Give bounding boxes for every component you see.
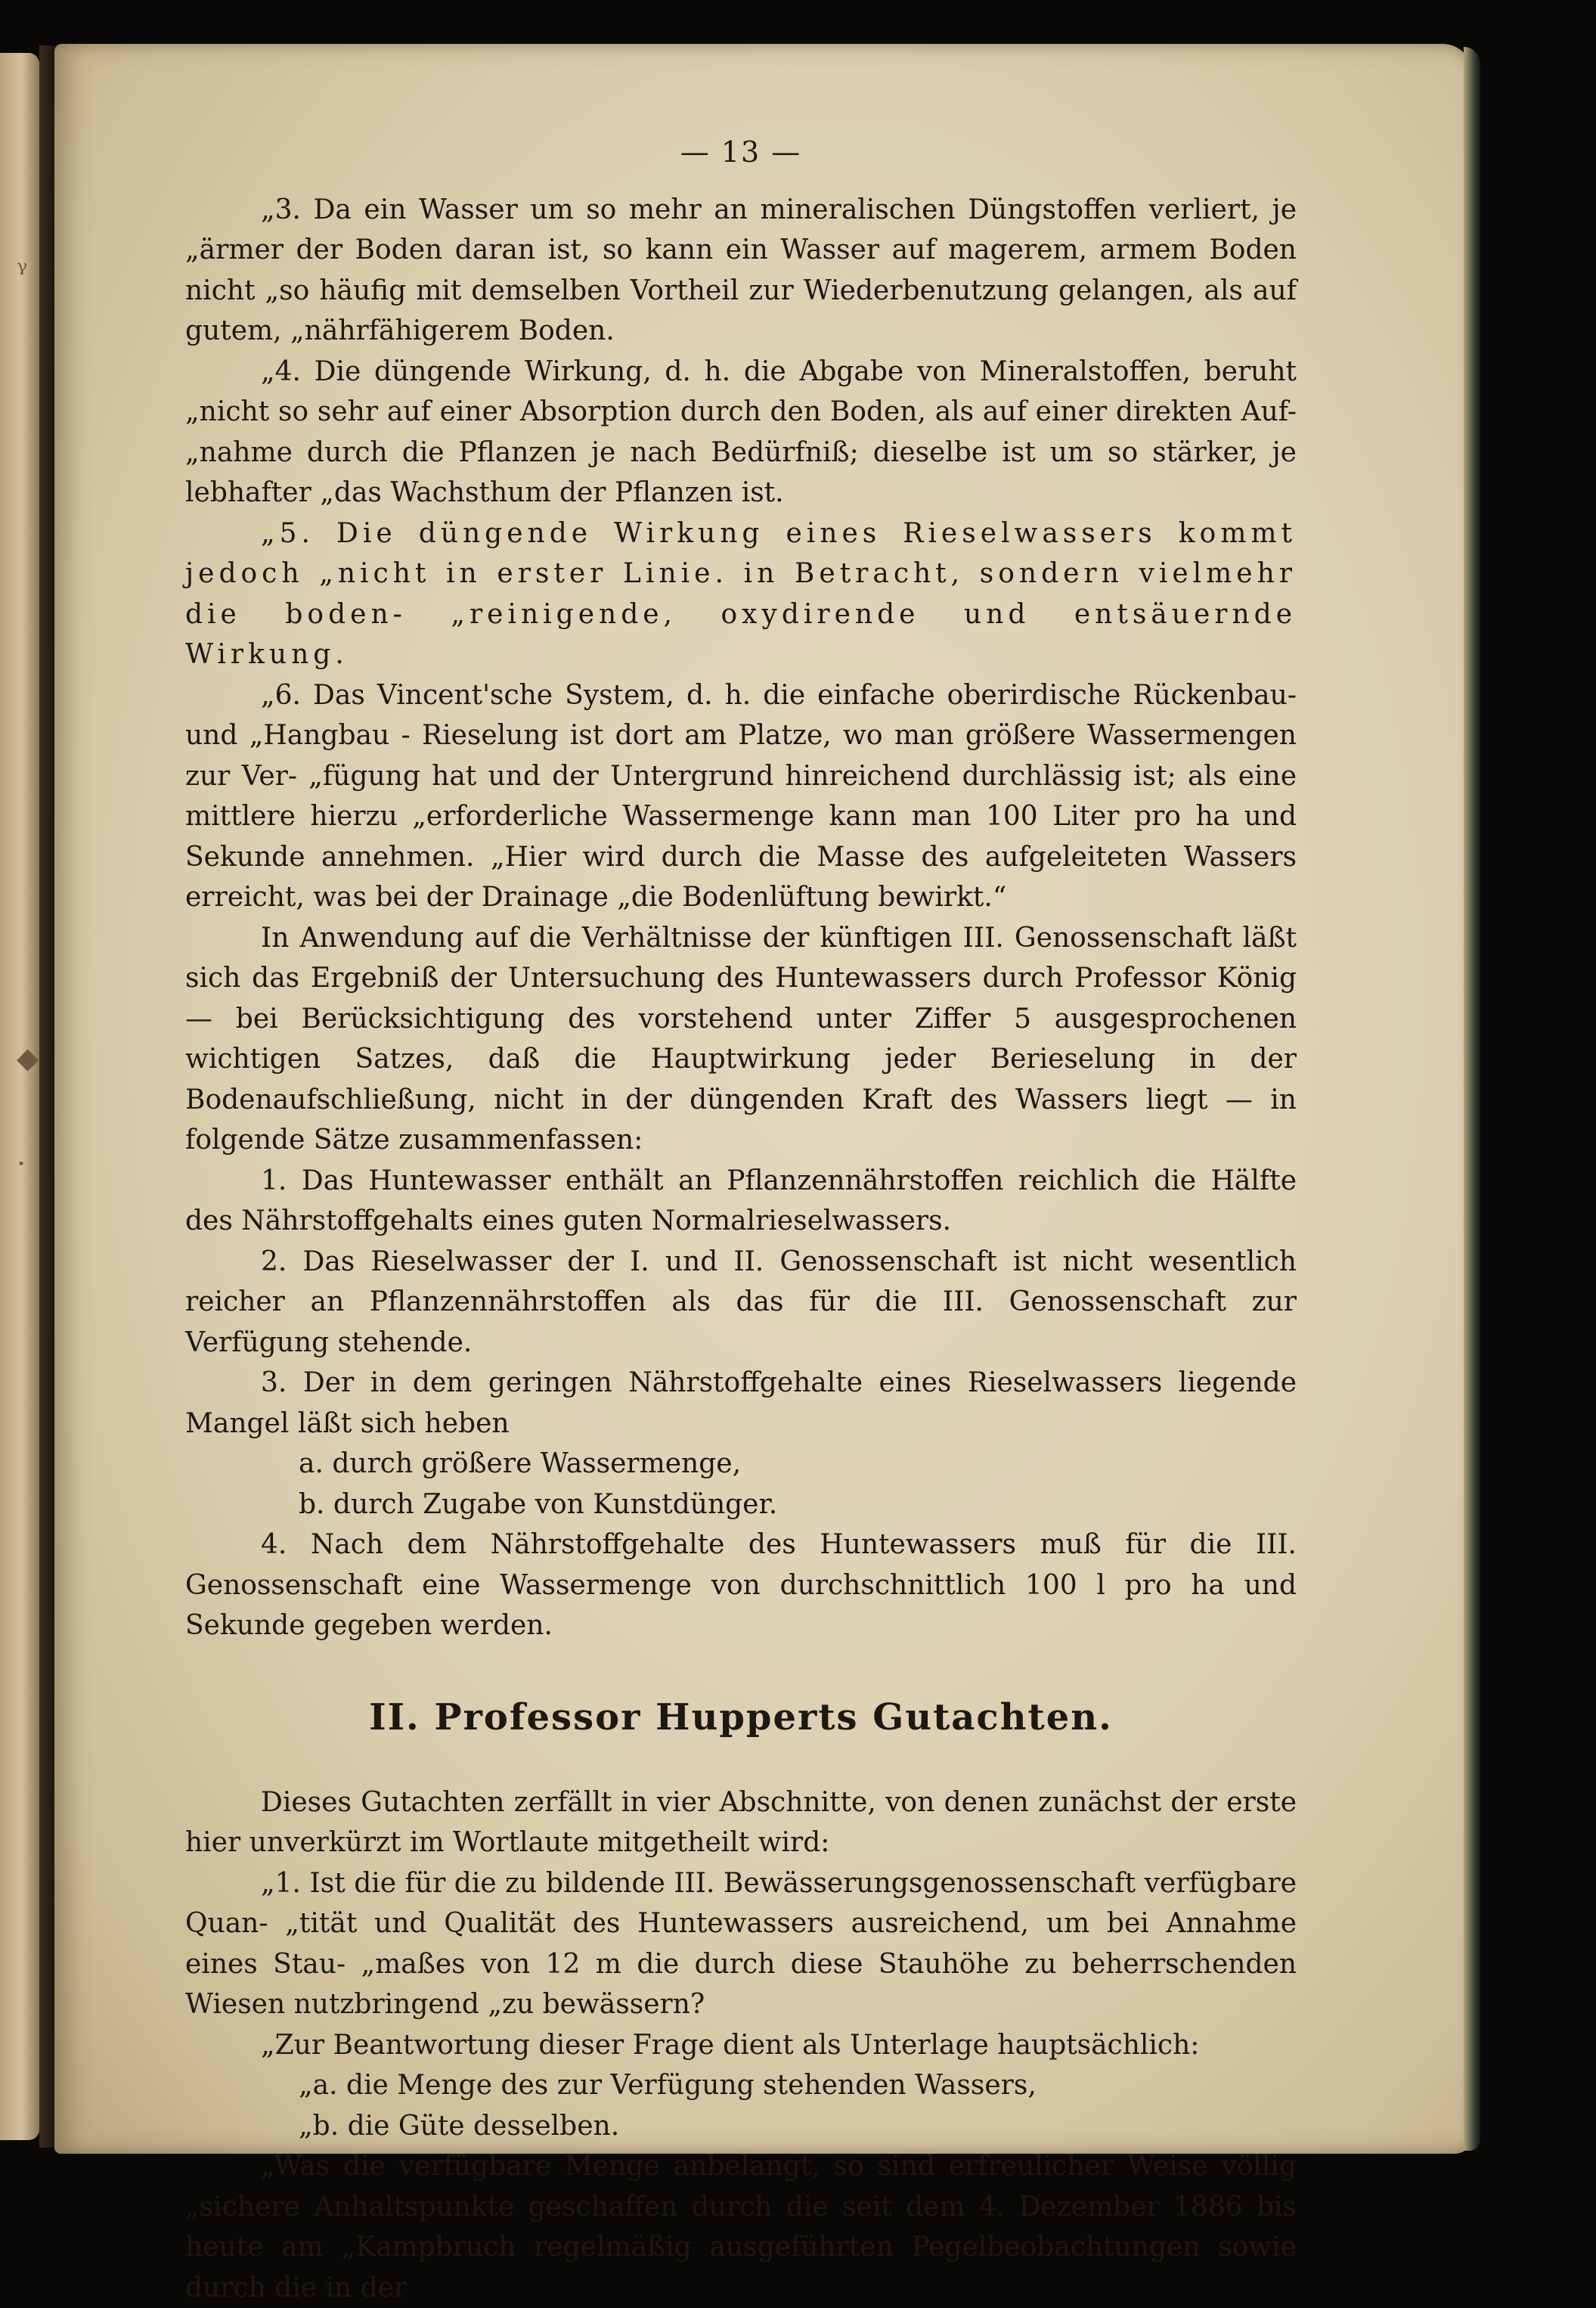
page-edge: [1464, 47, 1480, 2151]
margin-mark: ᵞ: [17, 255, 28, 288]
page-number: — 13 —: [680, 135, 802, 169]
quote-paragraph-4: „4. Die düngende Wirkung, d. h. die Abgabe von Mineralstoffen, beruht „nicht so sehr auf einer Absorption durch den Boden, als auf einer direkten Auf- „nahme durch die Pflanzen je nach Bedürfniß; dieselbe ist um so stärker, je lebhafter „das Wachsthum der Pflanzen ist.: [185, 355, 1297, 508]
margin-mark: ◆: [17, 1041, 39, 1075]
gutachten-basis-a: „a. die Menge des zur Verfügung stehenden Wassers,: [299, 2070, 1037, 2101]
gutachten-intro: Dieses Gutachten zerfällt in vier Abschnitte, von denen zunächst der erste hier unverkürzt im Wortlaute mitgetheilt wird:: [185, 1786, 1297, 1858]
section-heading: II. Professor Hupperts Gutachten.: [369, 1695, 1113, 1739]
summary-item-3a: a. durch größere Wassermenge,: [299, 1448, 742, 1479]
summary-item-4: 4. Nach dem Nährstoffgehalte des Huntewassers muß für die III. Genossenschaft eine Wassermenge von durchschnittlich 100 l pro ha und Sekunde gegeben werden.: [185, 1529, 1297, 1641]
summary-item-3: 3. Der in dem geringen Nährstoffgehalte eines Rieselwassers liegende Mangel läßt sich heben: [185, 1367, 1297, 1439]
summary-item-3b: b. durch Zugabe von Kunstdünger.: [299, 1488, 778, 1520]
quote-paragraph-3: „3. Da ein Wasser um so mehr an mineralischen Düngstoffen verliert, je „ärmer der Boden daran ist, so kann ein Wasser auf magerem, armem Boden nicht „so häufig mit demselben Vortheil zur Wiederbenutzung gelangen, als auf gutem, „nährfähigerem Boden.: [185, 194, 1297, 346]
quote-paragraph-5: „5. Die düngende Wirkung eines Rieselwassers kommt jedoch „nicht in erster Linie. in Betracht, sondern vielmehr die boden- „reinigende, oxydirende und entsäuernde Wirkung.: [185, 517, 1297, 670]
page-text: [185, 132, 1297, 2308]
left-page-edge: [0, 53, 39, 2140]
quote-paragraph-6: „6. Das Vincent'sche System, d. h. die einfache oberirdische Rückenbau- und „Hangbau - Rieselung ist dort am Platze, wo man größere Wassermengen zur Ver- „fügung hat und der Untergrund hinreichend durchlässig ist; als eine mittlere hierzu „erforderliche Wassermenge kann man 100 Liter pro ha und Sekunde annehmen. „Hier wird durch die Masse des aufgeleiteten Wassers erreicht, was bei der Drainage „die Bodenlüftung bewirkt.“: [185, 679, 1297, 913]
margin-mark: ·: [17, 1147, 26, 1180]
summary-item-2: 2. Das Rieselwasser der I. und II. Genossenschaft ist nicht wesentlich reicher an Pflanzennährstoffen als das für die III. Genossenschaft zur Verfügung stehende.: [185, 1246, 1297, 1358]
summary-intro: In Anwendung auf die Verhältnisse der künftigen III. Genossenschaft läßt sich das Ergebniß der Untersuchung des Huntewassers durch Professor König — bei Berücksichtigung des vorstehend unter Ziffer 5 ausgesprochenen wichtigen Satzes, daß die Hauptwirkung jeder Berieselung in der Bodenaufschließung, nicht in der düngenden Kraft des Wassers liegt — in folgende Sätze zusammenfassen:: [185, 922, 1297, 1156]
gutachten-basis-b: „b. die Güte desselben.: [299, 2110, 620, 2142]
gutachten-question-1: „1. Ist die für die zu bildende III. Bewässerungsgenossenschaft verfügbare Quan- „tität und Qualität des Huntewassers ausreichend, um bei Annahme eines Stau- „maßes von 12 m die durch diese Stauhöhe zu beherrschenden Wiesen nutzbringend „zu bewässern?: [185, 1867, 1297, 2020]
summary-item-1: 1. Das Huntewasser enthält an Pflanzennährstoffen reichlich die Hälfte des Nährstoffgehalts eines guten Normalrieselwassers.: [185, 1165, 1297, 1236]
gutachten-quantity: „Was die verfügbare Menge anbelangt, so sind erfreulicher Weise völlig „sichere Anhaltspunkte geschaffen durch die seit dem 4. Dezember 1886 bis heute am „Kampbruch regelmäßig ausgeführten Pegelbeobachtungen sowie durch die in der: [185, 2151, 1297, 2303]
gutachten-basis: „Zur Beantwortung dieser Frage dient als Unterlage hauptsächlich:: [261, 2029, 1200, 2061]
